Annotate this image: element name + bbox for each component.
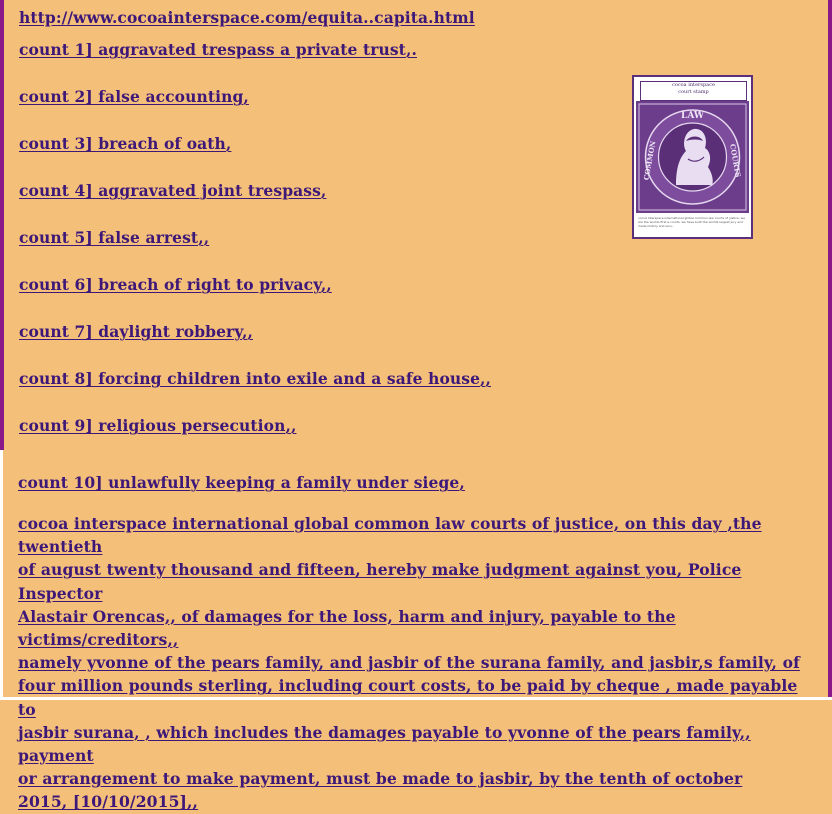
right-border [828,0,832,700]
count-6-link[interactable]: count 6] breach of right to privacy,, [19,275,332,294]
judgment-text[interactable] [18,512,808,814]
stamp-header-line-2: court stamp [678,89,709,95]
count-4-link[interactable]: count 4] aggravated joint trespass, [19,181,327,200]
count-1-link[interactable]: count 1] aggravated trespass a private trust,. [19,40,417,59]
count-9-link[interactable]: count 9] religious persecution,, [19,416,297,435]
stamp-ring-left: COMMON [641,140,658,181]
count-8-link[interactable]: count 8] forcing children into exile and a safe house,, [19,369,492,388]
stamp-ring-right: COURTS [728,143,743,178]
count-7-link[interactable]: count 7] daylight robbery,, [19,322,253,341]
judgment-line[interactable]: Alastair Orencas,, of damages for the loss, harm and injury, payable to the victims/creditors,, [18,606,676,650]
left-border-lower [0,450,3,700]
stamp-footer-text: cocoa interspace international global common law courts of justice, we are the worlds first e-courts, we have built the worlds largest jury and made history and won,, [638,216,745,228]
source-url-link[interactable]: http://www.cocoainterspace.com/equita..capita.html [19,8,475,27]
judgment-line[interactable]: of august twenty thousand and fifteen, hereby make judgment against you, Police Inspector [18,560,742,603]
judgment-line[interactable]: 2015, [10/10/2015],, [18,792,199,812]
judgment-line[interactable]: jasbir surana, , which includes the damages payable to yvonne of the pears family,, payment [18,722,751,766]
count-2-link[interactable]: count 2] false accounting, [19,87,249,106]
court-stamp-image [632,75,753,239]
count-3-link[interactable]: count 3] breach of oath, [19,134,232,153]
judgment-line[interactable]: or arrangement to make payment, must be made to jasbir, by the tenth of october [18,769,743,789]
stamp-header-line-1: cocoa interspace [672,82,715,88]
left-border [0,0,4,450]
stamp-ring-top: LAW [681,111,704,121]
count-5-link[interactable]: count 5] false arrest,, [19,228,210,247]
judgment-line[interactable]: namely yvonne of the pears family, and jasbir of the surana family, and jasbir,s family, of [18,653,800,673]
stamp-header [640,81,747,101]
judgment-line[interactable]: cocoa interspace international global common law courts of justice, on this day ,the twentieth [18,514,762,557]
judgment-line[interactable]: four million pounds sterling, including court costs, to be paid by cheque , made payable to [18,676,798,719]
count-10-link[interactable]: count 10] unlawfully keeping a family under siege, [18,473,465,492]
queen-portrait-icon [636,101,749,213]
